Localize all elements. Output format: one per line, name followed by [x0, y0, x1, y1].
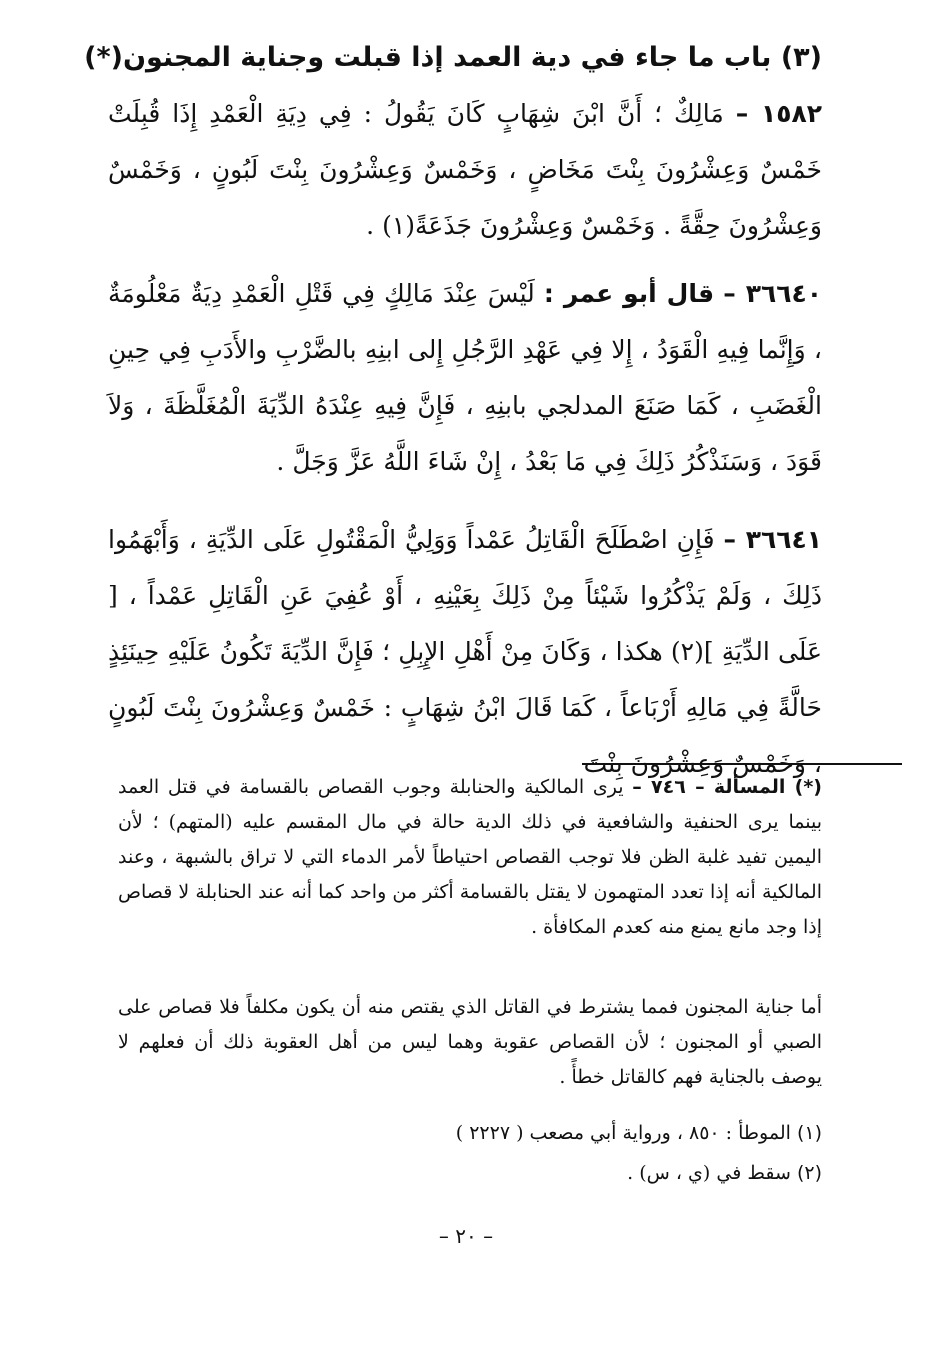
- footnote: [118, 1158, 822, 1188]
- page-number: – ٢٠ –: [438, 1224, 494, 1248]
- footnote-number: (٢): [796, 1162, 822, 1184]
- footnote-text: سقط في (ي ، س) .: [627, 1162, 791, 1184]
- paragraph-text: فَإِنِ اصْطَلَحَ الْقَاتِلُ عَمْداً وَوَلِيُّ الْمَقْتُولِ عَلَى الدِّيَةِ ، وَأَبْهَمُوا ذَلِكَ ، وَلَمْ يَذْكُرُوا شَيْئاً مِنْ ذَلِكَ بِعَيْنِهِ ، أَوْ عُفِيَ عَنِ الْقَاتِلِ عَمْداً ، [ عَلَى الدِّيَةِ ](٢) هكذا ، وَكَانَ مِنْ أَهْلِ الإِبِلِ ؛ فَإِنَّ الدِّيَةَ تَكُونُ عَلَيْهِ حِينَئِذٍ حَالَّةً فِي مَالِهِ أَرْبَاعاً ، كَمَا قَالَ ابْنُ شِهَابٍ : خَمْسٌ وَعِشْرُونَ بِنْتَ لَبُونٍ ، وَخَمْسٌ وَعِشْرُونَ بِنْتَ: [108, 525, 822, 778]
- paragraph-text: مَالِكٌ ؛ أَنَّ ابْنَ شِهَابٍ كَانَ يَقُولُ : فِي دِيَةِ الْعَمْدِ إِذَا قُبِلَتْ خَمْسٌ وَعِشْرُونَ بِنْتَ مَخَاضٍ ، وَخَمْسٌ وَعِشْرُونَ بِنْتَ لَبُونٍ ، وَخَمْسٌ وَعِشْرُونَ حِقَّةً . وَخَمْسٌ وَعِشْرُونَ جَذَعَةً(١) .: [108, 99, 822, 240]
- editor-note: [118, 770, 822, 945]
- footnote-number: (١): [796, 1122, 822, 1144]
- commentary-paragraph: [108, 512, 822, 792]
- paragraph-number: ٣٦٦٤١ –: [723, 525, 822, 554]
- footnote-text: الموطأ : ٨٥٠ ، ورواية أبي مصعب ( ٢٢٢٧ ): [455, 1122, 791, 1144]
- paragraph-text: لَيْسَ عِنْدَ مَالِكٍ فِي قَتْلِ الْعَمْدِ دِيَةٌ مَعْلُومَةٌ ، وَإِنَّما فِيهِ الْقَوَدُ ، إِلا فِي عَهْدِ الرَّجُلِ إِلى ابنِهِ بالضَّرْبِ والأَدَبِ فِي حِينِ الْغَضَبِ ، كَمَا صَنَعَ المدلجي بابنِهِ ، فَإِنَّ فِيهِ عِنْدَهُ الدِّيَةَ الْمُغَلَّظَةَ ، وَلاَ قَوَدَ ، وَسَنَذْكُرُ ذَلِكَ فِي مَا بَعْدُ ، إِنْ شَاءَ اللَّهُ عَزَّ وَجَلَّ .: [108, 279, 822, 476]
- paragraph-number: ١٥٨٢ –: [735, 99, 822, 128]
- footnote-divider: [582, 763, 902, 765]
- commentary-paragraph: [108, 266, 822, 490]
- note-text: يرى المالكية والحنابلة وجوب القصاص بالقسامة في قتل العمد بينما يرى الحنفية والشافعية في ذلك الدية حالة في مال المقسم عليه (المتهم) ؛ لأن اليمين تفيد غلبة الظن فلا توجب القصاص احتياطاً لأمر الدماء التي لا تراق بالشبهة ، وعند المالكية أنه إذا تعدد المتهمون لا يقتل بالقسامة أكثر من واحد كما أنه عند الحنابلة لا قصاص إذا وجد مانع يمنع منه كعدم المكافأة .: [118, 776, 822, 938]
- editor-note: [118, 990, 822, 1095]
- speaker-label: قال أبو عمر :: [543, 279, 715, 308]
- hadith-paragraph: [108, 86, 822, 254]
- note-text: أما جناية المجنون فمما يشترط في القاتل الذي يقتص منه أن يكون مكلفاً فلا قصاص على الصبي أو المجنون ؛ لأن القصاص عقوبة وهما ليس من أهل العقوبة ذلك أن فعلهم لا يوصف بالجناية فهم كالقاتل خطأً .: [118, 996, 822, 1088]
- footnote: [118, 1118, 822, 1148]
- note-label: (*) المسألة – ٧٤٦ –: [632, 776, 822, 798]
- paragraph-number: ٣٦٦٤٠ –: [723, 279, 822, 308]
- chapter-heading: (٣) باب ما جاء في دية العمد إذا قبلت وجناية المجنون(*): [84, 42, 822, 73]
